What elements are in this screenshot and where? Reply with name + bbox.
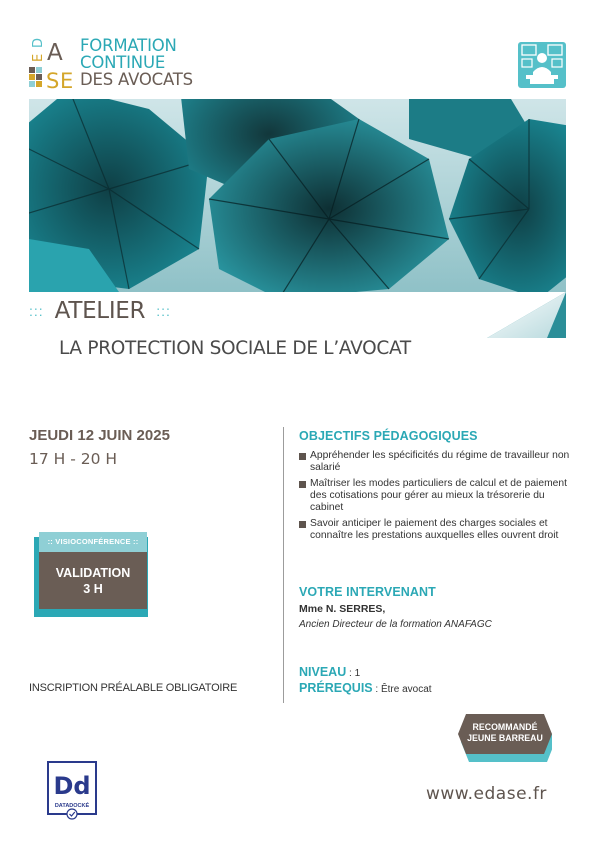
visioconference-label: :: VISIOCONFÉRENCE :: bbox=[39, 532, 147, 552]
validation-label: VALIDATION bbox=[55, 565, 131, 580]
objectives-list bbox=[299, 450, 571, 546]
workshop-kind: ATELIER bbox=[54, 298, 146, 324]
svg-text:Dd: Dd bbox=[53, 772, 91, 800]
bullet-square-icon bbox=[299, 481, 306, 488]
objectives-heading: OBJECTIFS PÉDAGOGIQUES bbox=[299, 429, 478, 443]
logo-letter-e: E bbox=[31, 53, 46, 62]
logo-line-avocats: DES AVOCATS bbox=[80, 70, 193, 89]
level-label: NIVEAU bbox=[299, 665, 347, 679]
recommended-badge-text bbox=[458, 722, 552, 743]
title-dots-left: ::: bbox=[29, 303, 44, 319]
list-item: Appréhender les spécificités du régime de travailleur non salarié bbox=[299, 450, 571, 474]
level-row bbox=[299, 665, 360, 679]
speaker-heading: VOTRE INTERVENANT bbox=[299, 585, 436, 599]
datadock-label: DATADOCKÉ bbox=[54, 803, 90, 809]
workshop-subject: LA PROTECTION SOCIALE DE L’AVOCAT bbox=[59, 338, 411, 359]
prerequisites-label: PRÉREQUIS bbox=[299, 681, 373, 695]
list-item: Savoir anticiper le paiement des charges sociales et connaître les prestations auxquelles elles ouvrent droit bbox=[299, 518, 571, 542]
recommended-label: RECOMMANDÉ bbox=[472, 722, 538, 732]
logo-line-continue: CONTINUE bbox=[80, 53, 166, 72]
list-item: Maîtriser les modes particuliers de calcul et de paiement des cotisations pour gérer au mieux la trésorerie du cabinet bbox=[299, 478, 571, 514]
prerequisites-value: : Être avocat bbox=[372, 684, 432, 695]
title-dots-right: ::: bbox=[156, 303, 171, 319]
bullet-square-icon bbox=[299, 521, 306, 528]
speaker-name: Mme N. SERRES, bbox=[299, 603, 386, 615]
speaker-role: Ancien Directeur de la formation ANAFAGC bbox=[299, 619, 492, 630]
level-value: : 1 bbox=[346, 668, 361, 679]
prerequisites-row bbox=[299, 681, 432, 695]
hero-fold-corner bbox=[487, 292, 566, 338]
datadock-logo bbox=[46, 760, 98, 820]
visioconference-icon bbox=[518, 42, 566, 88]
edase-logo bbox=[29, 38, 75, 90]
logo-line-formation: FORMATION bbox=[80, 36, 177, 55]
logo-letter-d: D bbox=[31, 38, 46, 48]
bullet-square-icon bbox=[299, 453, 306, 460]
event-date: JEUDI 12 JUIN 2025 bbox=[29, 427, 170, 444]
young-bar-label: JEUNE BARREAU bbox=[467, 732, 543, 743]
inscription-notice: INSCRIPTION PRÉALABLE OBLIGATOIRE bbox=[29, 682, 238, 694]
event-time: 17 H - 20 H bbox=[29, 450, 118, 468]
validation-badge bbox=[39, 552, 147, 609]
workshop-title-row bbox=[29, 296, 171, 326]
column-divider bbox=[283, 427, 284, 703]
validation-hours: 3 H bbox=[83, 581, 103, 596]
website-url[interactable]: www.edase.fr bbox=[426, 784, 547, 804]
hero-umbrellas-image bbox=[29, 99, 566, 292]
logo-letter-a: A bbox=[47, 40, 63, 66]
logo-letter-s: S bbox=[46, 69, 60, 90]
logo-letter-e2: E bbox=[60, 69, 74, 90]
